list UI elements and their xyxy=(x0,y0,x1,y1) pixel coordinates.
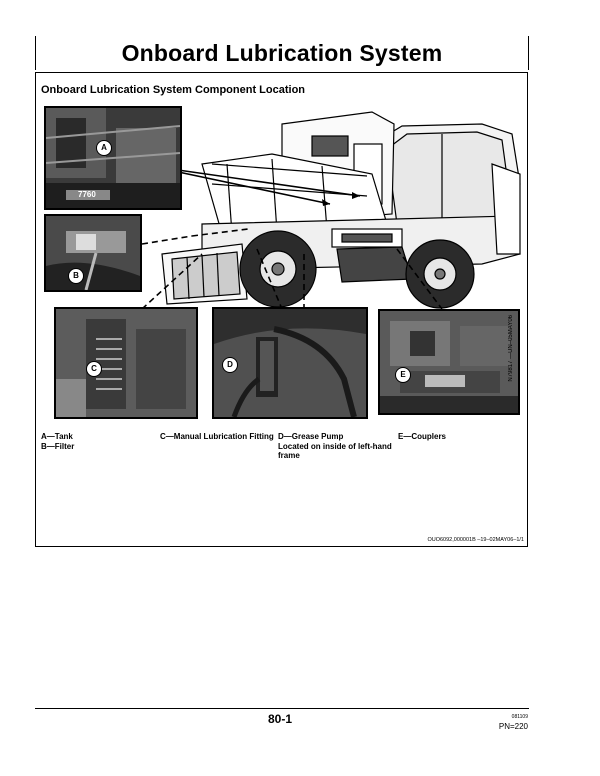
legend-item-d: D—Grease Pump xyxy=(278,432,344,441)
legend-item-e: E—Couplers xyxy=(398,432,447,441)
photo-manual-lubrication-fitting xyxy=(54,307,198,419)
callout-e: E xyxy=(395,367,411,383)
figure-id: N79817 —UN–05MAY06 xyxy=(508,315,514,382)
footer-rule xyxy=(35,708,529,709)
date-code: 081109 xyxy=(511,714,528,720)
legend-item-a: A—Tank xyxy=(41,432,73,441)
callout-c: C xyxy=(86,361,102,377)
photo-couplers xyxy=(378,309,520,415)
pn-label: PN=220 xyxy=(498,722,528,731)
section-heading: Onboard Lubrication System Component Location xyxy=(41,84,306,96)
title-rule-right xyxy=(528,36,529,70)
legend-column-1 xyxy=(41,432,74,451)
legend-column-2 xyxy=(160,432,274,442)
legend-item-b: B—Filter xyxy=(41,441,75,451)
callout-d: D xyxy=(222,357,238,373)
legend-item-d-note-1: Located on inside of left-hand xyxy=(278,441,392,451)
component-location-figure xyxy=(42,104,524,422)
page-title: Onboard Lubrication System xyxy=(121,40,443,66)
callout-a: A xyxy=(96,140,112,156)
document-reference: OUO6092,000001B –19–02MAY06–1/1 xyxy=(427,537,524,543)
legend-column-3 xyxy=(278,432,392,461)
callout-b: B xyxy=(68,268,84,284)
decal-text: 7760 xyxy=(78,190,96,199)
photo-tank xyxy=(44,106,182,210)
legend-column-4 xyxy=(398,432,446,442)
legend-item-d-note-2: frame xyxy=(278,451,300,460)
photo-grease-pump xyxy=(212,307,368,419)
photo-filter xyxy=(44,214,142,292)
page-number: 80-1 xyxy=(267,712,293,726)
legend-item-c: C—Manual Lubrication Fitting xyxy=(160,432,274,441)
